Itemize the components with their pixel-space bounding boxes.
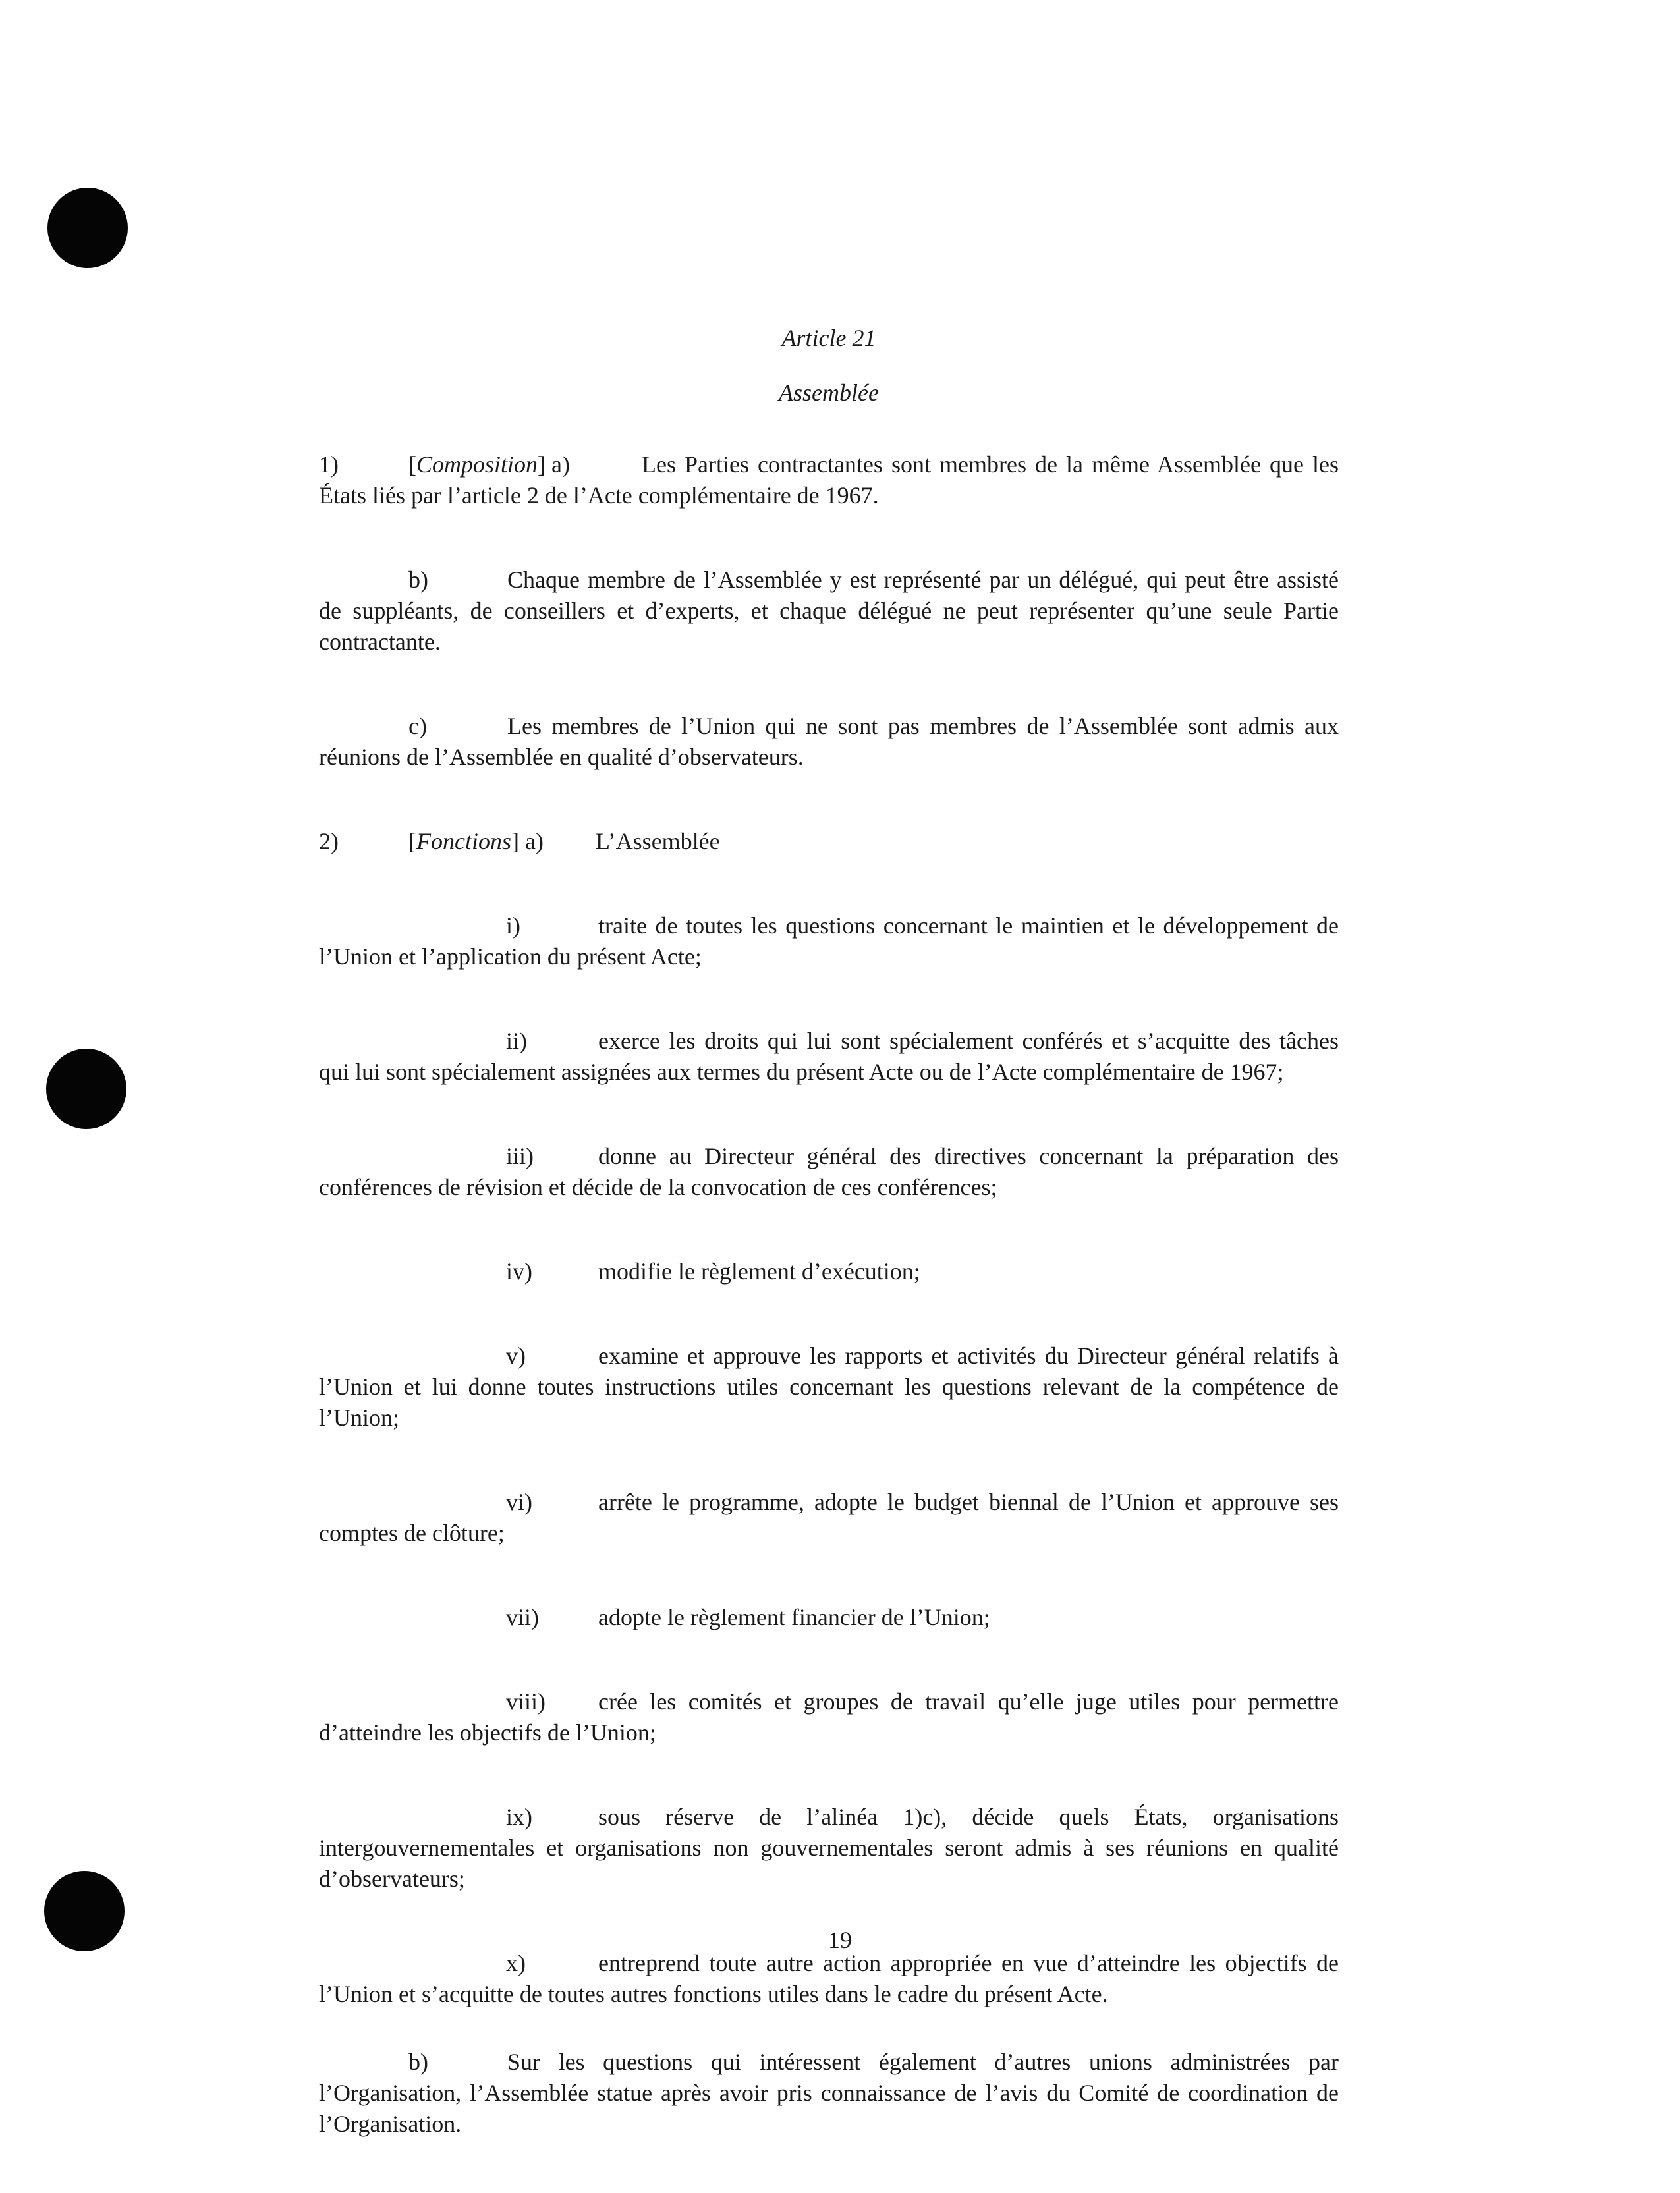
item-text: adopte le règlement financier de l’Union; — [598, 1604, 990, 1630]
list-item — [319, 1602, 1339, 1633]
list-item — [319, 1686, 1339, 1748]
item-text: donne au Directeur général des directives concernant la préparation des conférences de révision et décide de la convocation de ces conférences; — [319, 1143, 1339, 1200]
item-number: ix) — [506, 1804, 532, 1830]
list-item — [319, 910, 1339, 972]
paragraph-number: 1) — [319, 451, 339, 478]
item-text: traite de toutes les questions concernant le maintien et le développement de l’Union et l’application du présent Acte; — [319, 912, 1339, 970]
paragraph-heading: [Fonctions] a) — [408, 828, 544, 854]
paragraph-1a — [319, 449, 1339, 511]
list-item — [319, 1802, 1339, 1895]
paragraph-text: Sur les questions qui intéressent également d’autres unions administrées par l’Organisation, l’Assemblée statue après avoir pris connaissance de l’avis du Comité de coordination de l’Organisation. — [319, 2049, 1339, 2137]
article-subtitle: Assemblée — [779, 379, 879, 406]
item-text: entreprend toute autre action appropriée en vue d’atteindre les objectifs de l’Union et s’acquitte de toutes autres fonctions utiles dans le cadre du présent Acte. — [319, 1950, 1339, 2007]
paragraph-heading: [Composition] a) — [408, 451, 570, 478]
paragraph-2b — [319, 2047, 1339, 2140]
sub-letter: b) — [408, 2049, 428, 2075]
item-number: i) — [506, 912, 520, 939]
paragraph-text: L’Assemblée — [596, 828, 720, 854]
item-number: viii) — [506, 1688, 546, 1715]
paragraph-number: 2) — [319, 828, 339, 854]
sub-letter: b) — [408, 567, 428, 593]
sub-letter: a) — [524, 828, 544, 854]
item-text: examine et approuve les rapports et activités du Directeur général relatifs à l’Union et lui donne toutes instructions utiles concernant les questions relevant de la compétence de l’Union; — [319, 1343, 1339, 1431]
document-body — [319, 323, 1339, 2193]
sub-letter: c) — [408, 713, 427, 739]
paragraph-1b — [319, 565, 1339, 657]
item-text: exerce les droits qui lui sont spécialement conférés et s’acquitte des tâches qui lui sont spécialement assignées aux termes du présent Acte ou de l’Acte complémentaire de 1967; — [319, 1028, 1339, 1085]
paragraph-text: Chaque membre de l’Assemblée y est représenté par un délégué, qui peut être assisté de suppléants, de conseillers et d’experts, et chaque délégué ne peut représenter qu’une seule Partie contractante. — [319, 567, 1339, 655]
item-text: arrête le programme, adopte le budget biennal de l’Union et approuve ses comptes de clôture; — [319, 1489, 1339, 1546]
article-title: Article 21 — [781, 325, 876, 351]
list-item — [319, 1026, 1339, 1088]
paragraph-1c — [319, 711, 1339, 773]
item-number: vi) — [506, 1489, 532, 1515]
item-number: ii) — [506, 1028, 527, 1054]
paragraph-2a — [319, 826, 1339, 857]
item-text: sous réserve de l’alinéa 1)c), décide quels États, organisations intergouvernementales et organisations non gouvernementales seront admis à ses réunions en qualité d’observateurs; — [319, 1804, 1339, 1892]
item-text: crée les comités et groupes de travail qu’elle juge utiles pour permettre d’atteindre les objectifs de l’Union; — [319, 1688, 1339, 1746]
paragraph-text: Les Parties contractantes sont membres de la même Assemblée que les États liés par l’article 2 de l’Acte complémentaire de 1967. — [319, 451, 1339, 509]
list-item — [319, 1948, 1339, 2010]
list-item — [319, 1141, 1339, 1203]
item-number: iv) — [506, 1258, 532, 1285]
item-number: vii) — [506, 1604, 539, 1630]
page-number: 19 — [828, 1927, 852, 1953]
list-item — [319, 1256, 1339, 1287]
sub-letter: a) — [551, 451, 570, 478]
item-text: modifie le règlement d’exécution; — [598, 1258, 920, 1285]
item-number: iii) — [506, 1143, 534, 1169]
item-number: x) — [506, 1950, 526, 1976]
item-number: v) — [506, 1343, 526, 1369]
list-item — [319, 1487, 1339, 1549]
paragraph-text: Les membres de l’Union qui ne sont pas membres de l’Assemblée sont admis aux réunions de l’Assemblée en qualité d’observateurs. — [319, 713, 1339, 770]
punch-hole-middle — [46, 1049, 126, 1129]
punch-hole-top — [47, 188, 128, 268]
list-item — [319, 1341, 1339, 1433]
